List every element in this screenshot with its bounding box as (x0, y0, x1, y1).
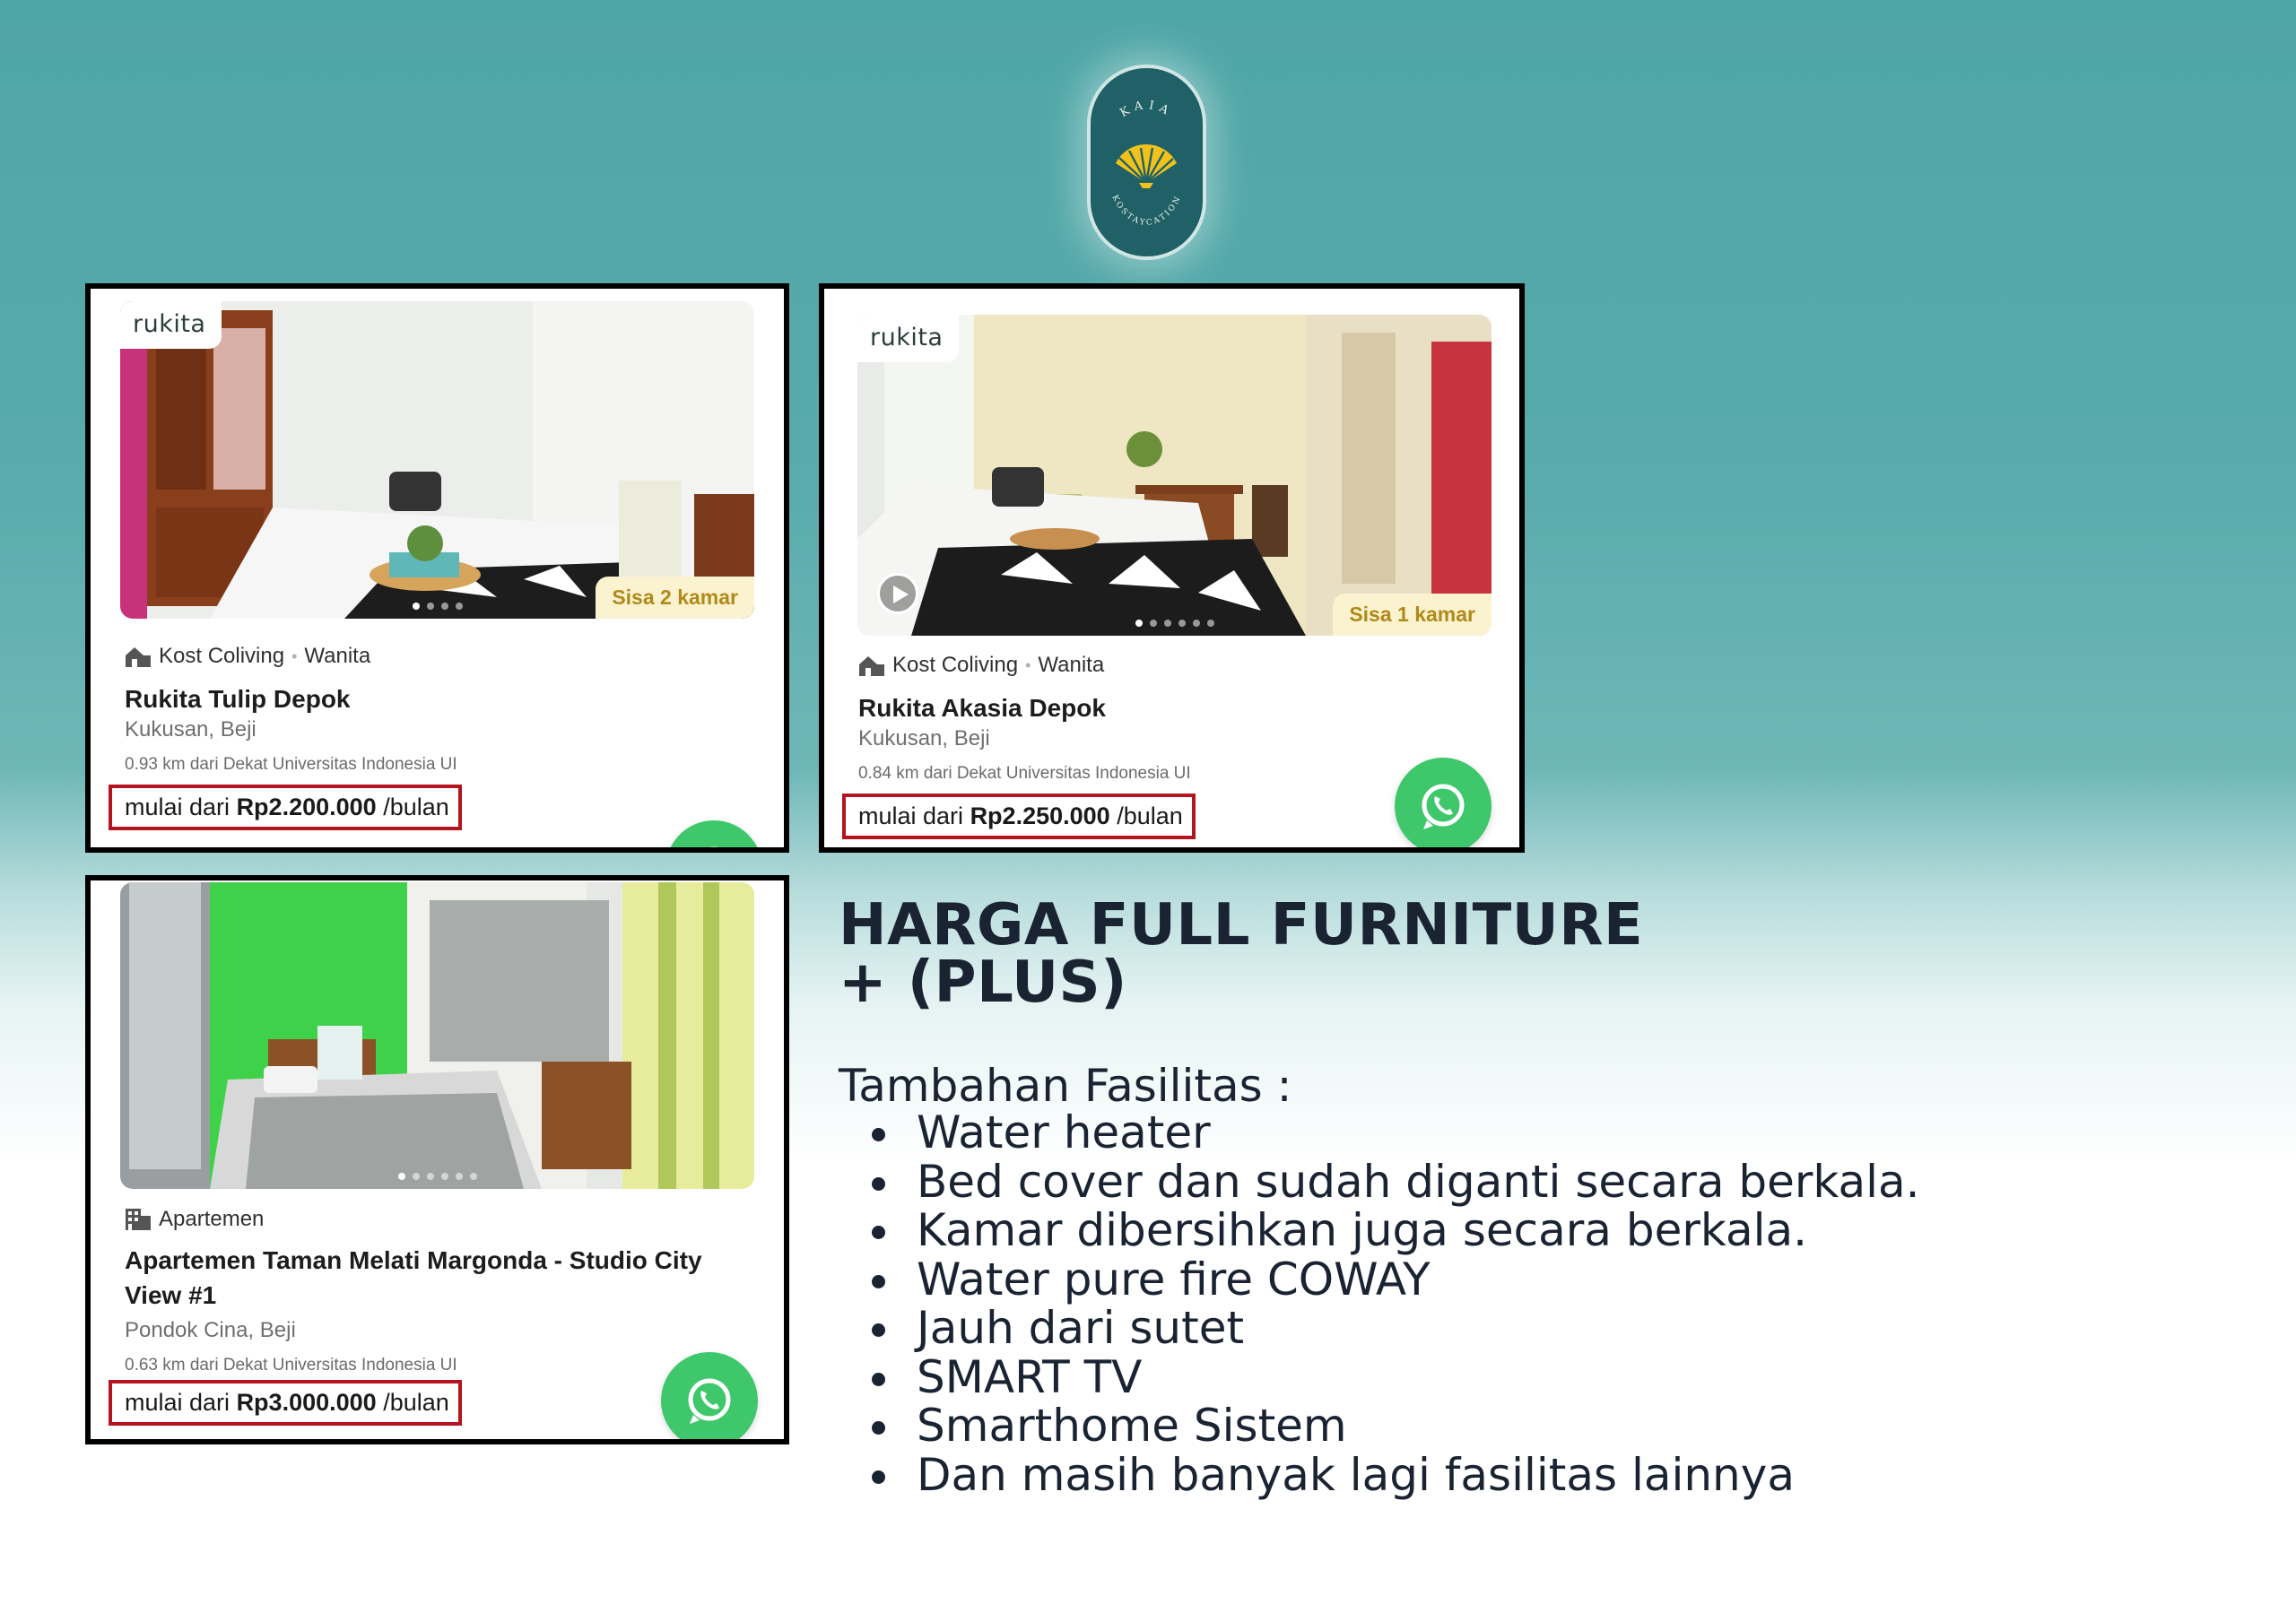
carousel-dots[interactable] (398, 1173, 477, 1180)
property-type: Apartemen (159, 1207, 265, 1231)
listing-area: Kukusan, Beji (858, 726, 990, 750)
list-item: Smarthome Sistem (917, 1401, 1920, 1451)
gender-tag: Wanita (1038, 653, 1105, 677)
property-meta (125, 1207, 264, 1232)
listing-distance: 0.84 km dari Dekat Universitas Indonesia UI (858, 764, 1191, 783)
list-item: Water heater (917, 1108, 1920, 1158)
list-item: Dan masih banyak lagi fasilitas lainnya (917, 1451, 1920, 1500)
carousel-dots[interactable] (413, 603, 463, 610)
price-prefix: mulai dari (125, 794, 230, 820)
play-icon[interactable] (877, 573, 918, 614)
carousel-dots[interactable] (1135, 620, 1214, 627)
svg-text:KOSTAYCATION: KOSTAYCATION (1109, 194, 1184, 229)
listing-title[interactable]: Apartemen Taman Melati Margonda - Studio City View #1 (125, 1246, 702, 1309)
list-item: Kamar dibersihkan juga secara berkala. (917, 1206, 1920, 1255)
listing-title[interactable]: Rukita Tulip Depok (125, 685, 351, 713)
brand-badge: rukita (857, 315, 959, 362)
brand-badge: rukita (120, 301, 222, 349)
heading-line-2: + (PLUS) (839, 950, 1127, 1016)
listing-title[interactable]: Rukita Akasia Depok (858, 694, 1106, 722)
listing-distance: 0.93 km dari Dekat Universitas Indonesia UI (125, 755, 457, 774)
price-suffix: /bulan (383, 794, 449, 820)
separator: • (1025, 655, 1031, 674)
room-photo[interactable] (120, 301, 754, 619)
stock-badge: Sisa 2 kamar (596, 577, 754, 619)
kaia-logo (1087, 65, 1206, 260)
price-value: Rp3.000.000 (236, 1389, 377, 1416)
house-icon (125, 645, 152, 668)
whatsapp-button[interactable] (665, 820, 762, 853)
whatsapp-icon (689, 844, 739, 853)
whatsapp-icon (684, 1375, 735, 1426)
listing-distance: 0.63 km dari Dekat Universitas Indonesia UI (125, 1356, 457, 1375)
heading-line-1: HARGA FULL FURNITURE (839, 892, 1644, 958)
building-icon (125, 1208, 152, 1231)
listing-card[interactable] (85, 283, 789, 853)
price-value: Rp2.250.000 (970, 802, 1110, 829)
price-highlight (109, 785, 462, 830)
price-suffix: /bulan (1117, 802, 1183, 829)
listing-area: Pondok Cina, Beji (125, 1318, 296, 1342)
whatsapp-button[interactable] (1395, 758, 1492, 853)
facilities-intro: Tambahan Fasilitas : (839, 1060, 1292, 1112)
property-meta (858, 653, 1104, 678)
price-highlight (842, 794, 1196, 839)
svg-text:KAIA: KAIA (1118, 98, 1176, 121)
price-prefix: mulai dari (858, 802, 964, 829)
room-photo[interactable] (120, 882, 754, 1189)
listing-area: Kukusan, Beji (125, 717, 257, 742)
facilities-list (917, 1108, 1920, 1499)
list-item: SMART TV (917, 1353, 1920, 1402)
room-photo[interactable] (857, 315, 1492, 636)
list-item: Jauh dari sutet (917, 1304, 1920, 1353)
price-highlight (109, 1380, 462, 1426)
whatsapp-icon (1418, 781, 1468, 831)
property-meta (125, 644, 370, 669)
property-type: Kost Coliving (892, 653, 1019, 677)
price-value: Rp2.200.000 (236, 794, 377, 820)
list-item: Water pure fire COWAY (917, 1255, 1920, 1305)
list-item: Bed cover dan sudah diganti secara berkala. (917, 1155, 1920, 1208)
price-suffix: /bulan (383, 1389, 449, 1416)
price-prefix: mulai dari (125, 1389, 230, 1416)
house-icon (858, 654, 885, 677)
property-type: Kost Coliving (159, 644, 285, 668)
page-heading (839, 892, 1735, 1016)
stock-badge: Sisa 1 kamar (1333, 594, 1492, 636)
separator: • (291, 646, 298, 665)
gender-tag: Wanita (304, 644, 371, 668)
listing-card[interactable] (85, 875, 789, 1444)
listing-card[interactable] (819, 283, 1525, 853)
whatsapp-button[interactable] (661, 1352, 758, 1444)
